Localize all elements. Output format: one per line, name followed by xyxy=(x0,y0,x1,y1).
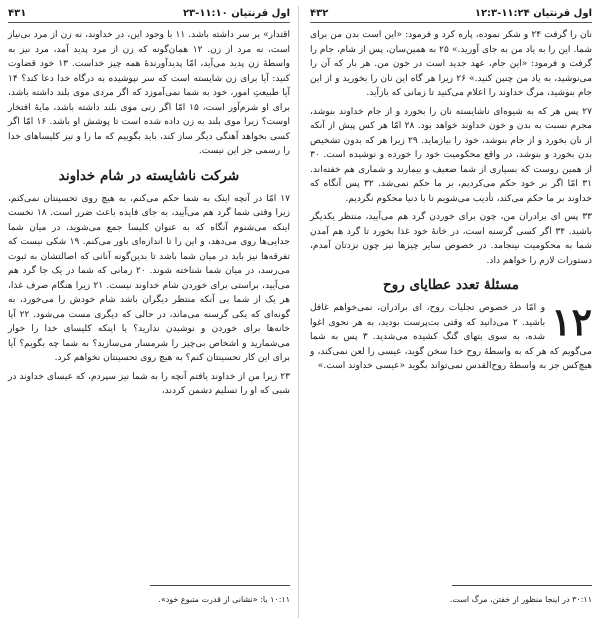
chapter-number: ۱۲ xyxy=(551,299,592,344)
right-paragraph: ۳۳ پس ای برادران من، چون برای خوردن گرد هم می‌آیید، منتظر یکدیگر باشید. ۳۴ اگر کسی گرسنه است، در خانهٔ خود غذا بخورد تا گرد هم آمدن شما به محکومیت نینجامد. در خصوص سایر چیزها نیز چون نزدتان آمدم، دستورات لازم را خواهم داد. xyxy=(310,212,592,266)
right-footnote-rule xyxy=(452,585,592,586)
left-section-title: شرکت ناشایسته در شام خداوند xyxy=(58,167,240,184)
left-page-body xyxy=(8,28,290,399)
left-footnote-rule xyxy=(150,585,290,586)
left-paragraph: اقتدار» بر سر داشته باشد. ۱۱ با وجود این، در خداوند، نه زن از مرد بی‌نیاز است، نه مرد از زن. ۱۲ همان‌گونه که زن از مرد پدید آمد، مرد نیز به واسطهٔ زن پدید می‌آید، امّا پدیدآورندهٔ همه چیز خداست. ۱۳ خود قضاوت کنید: آیا برای زن شایسته است که سر نپوشیده به درگاه خدا دعا کند؟ ۱۴ آیا طبیعتِ امور، خود به شما نمی‌آموزد که اگر مردی موی بلند داشته باشد، برای او شرم‌آور است، ۱۵ امّا اگر زنی موی بلند داشته باشد، مایهٔ افتخار اوست؟ زیرا موی بلند به زن داده شده است تا پوشش او باشد. ۱۶ امّا اگر کسی بخواهد آهنگی دیگر ساز کند، باید بگوییم که ما را و نیز کلیساهای خدا را رسمی جز این نیست. xyxy=(8,30,290,156)
chapter-block xyxy=(310,301,592,374)
right-page-header xyxy=(310,8,592,23)
left-page xyxy=(8,8,290,620)
right-page-number: ۴۳۲ xyxy=(310,8,329,19)
left-section-paragraph: ۲۳ زیرا من از خداوند یافتم آنچه را به شما نیز سپردم، که عیسای خداوند در شبی که او را تسلیم دشمن کردند، xyxy=(8,371,290,396)
right-section-title: مسئلهٔ تعدد عطایای روح xyxy=(383,277,519,293)
right-page-title-ref: اول قرنتیان ۱۱:۲۴-۱۲:۳ xyxy=(474,8,592,19)
right-page-body xyxy=(310,28,592,374)
page-gutter xyxy=(298,6,299,618)
right-page xyxy=(310,8,592,620)
right-paragraph: نان را گرفت ۲۴ و شکر نموده، پاره کرد و فرمود: «این است بدن من برای شما. این را به یاد من به جای آورید.» ۲۵ به همین‌سان، پس از شام، جام را گرفت و فرمود: «این جام، عهد جدید است در خون من. هر بار که آن را می‌نوشید، به یاد من چنین کنید.» ۲۶ زیرا هر گاه این نان را بخورید و از این جام بنوشید، مرگ خداوند را اعلام می‌کنید تا زمانی که بازآید. xyxy=(310,30,592,98)
left-page-header xyxy=(8,8,290,23)
right-footnote: ۳۰:۱۱ در اینجا منظور از خفتن، مرگ است. xyxy=(449,595,592,604)
left-page-title-ref: اول قرنتیان ۱۱:۱۰-۲۳ xyxy=(182,8,290,19)
left-page-number: ۴۳۱ xyxy=(8,8,27,19)
left-footnote: ۱۰:۱۱ یا: «نشانی از قدرت متبوع خود». xyxy=(158,595,290,604)
chapter-paragraph: و امّا در خصوص تجلیات روح، ای برادران، نمی‌خواهم غافل باشید. ۲ می‌دانید که وقتی بت‌پرست بودید، به هر نحوی اغوا شده، به سوی بتهای گنگ کشیده می‌شدید. ۳ پس به شما می‌گویم که هر که به واسطهٔ روح خدا سخن گوید، عیسی را لعن نمی‌کند، و هیچ‌کس جز به واسطهٔ روح‌القدس نمی‌تواند بگوید «عیسی خداوند است.» xyxy=(310,303,592,371)
left-section-paragraph: ۱۷ امّا در آنچه اینک به شما حکم می‌کنم، به هیچ روی تحسینتان نمی‌کنم، زیرا وقتی شما گرد هم می‌آیید، به جای فایده باعث ضرر است. ۱۸ نخست اینکه می‌شنوم آنگاه که به عنوان کلیسا جمع می‌شوید، در میان شما جدایی‌ها روی می‌دهد، و این را تا اندازه‌ای باور می‌کنم. ۱۹ شکی نیست که تفرقه‌ها نیز باید در میان شما باشد تا بدین‌گونه آنانی که اصالتشان به ثبوت می‌رسد، در میان شما شناخته شوند. ۲۰ زمانی که شما در یک جا گرد هم می‌آیید، براستی برای خوردن شام خداوند نیست. ۲۱ زیرا هنگام صرف غذا، هر یک از شما بی آنکه منتظر دیگران باشد شام خودش را می‌خورد، به گونه‌ای که یکی گرسنه می‌ماند، در حالی که دیگری مست می‌شود. ۲۲ آیا خانه‌ها برای خوردن و نوشیدن ندارید؟ یا اینکه کلیسای خدا را خوار می‌شمارید و اشخاص بی‌چیز را شرمسار می‌سازید؟ به شما چه بگویم؟ آیا برای این کار تحسینتان کنم؟ به هیچ روی تحسینتان نخواهم کرد. xyxy=(8,193,290,363)
right-paragraph: ۲۷ پس هر که به شیوه‌ای ناشایسته نان را بخورد و از جام خداوند بنوشد، مجرم نسبت به بدن و خون خداوند خواهد بود. ۲۸ امّا هر کس پیش از آنکه از نان بخورد و از جام بنوشد، خود را بیازماید. ۲۹ زیرا هر که بدون تشخیص بدن بخورد و بنوشد، در واقع محکومیت خود را خورده و نوشیده است. ۳۰ از همین روست که بسیاری از شما ضعیف و بیمارند و شماری هم خفته‌اند. ۳۱ امّا اگر بر خود حکم می‌کردیم، بر ما حکم نمی‌شد. ۳۲ پس آنگاه که خداوند بر ما حکم می‌کند، تأدیب می‌شویم تا با دنیا محکوم نگردیم. xyxy=(310,106,593,204)
